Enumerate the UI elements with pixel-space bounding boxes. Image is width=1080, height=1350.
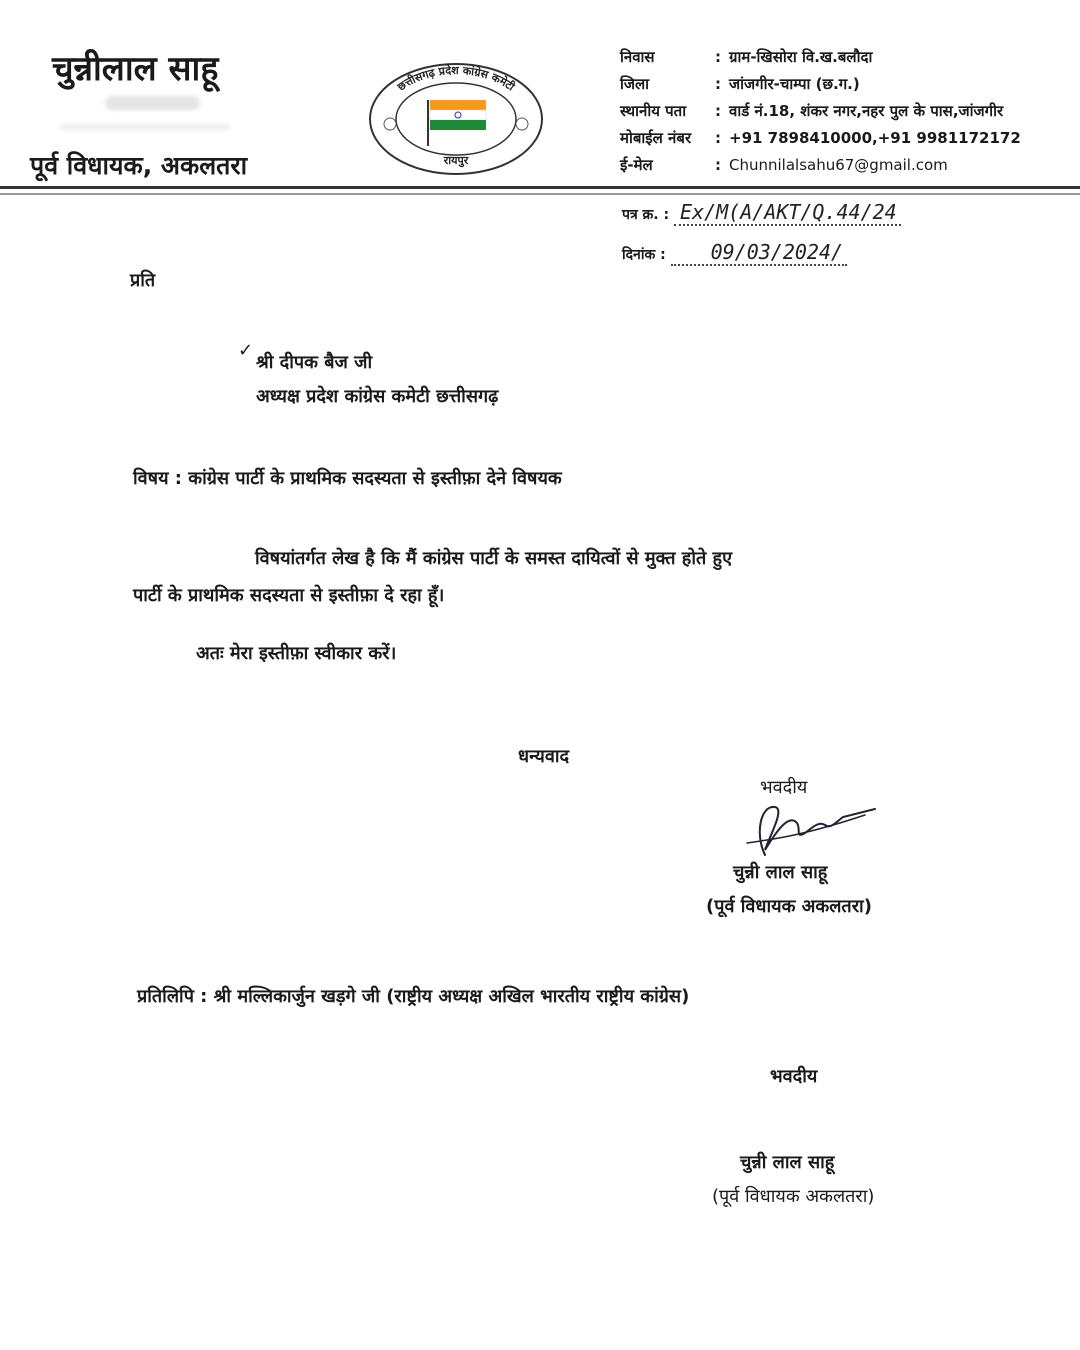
faded-mark [105,96,200,110]
contact-block [620,44,1070,179]
signer-name: चुन्नी लाल साहू [733,862,828,883]
thanks-text: धन्यवाद [518,746,570,767]
closing-text: भवदीय [760,777,808,798]
subject-line: विषय : कांग्रेस पार्टी के प्राथमिक सदस्यता से इस्तीफ़ा देने विषयक [133,468,562,489]
colon: : [715,48,721,66]
letter-number-label: पत्र क्र. [622,207,659,223]
recipient-title: अध्यक्ष प्रदेश कांग्रेस कमेटी छत्तीसगढ़ [256,386,499,407]
date-row: दिनांक : 09/03/2024/ [622,240,847,266]
header-divider [0,193,1080,195]
contact-value: +91 7898410000,+91 9981172172 [729,129,1021,147]
date-value: 09/03/2024/ [671,240,847,266]
svg-text:छत्तीसगढ़ प्रदेश कांग्रेस कमेट [394,63,518,94]
body-paragraph-line-2: पार्टी के प्राथमिक सदस्यता से इस्तीफ़ा दे रहा हूँ। [133,585,445,606]
contact-label: जिला [620,75,650,93]
colon: : [715,102,721,120]
contact-row-mobile [620,125,1070,152]
contact-row-district [620,71,1070,98]
signature-image [735,795,885,865]
checkmark-icon: ✓ [238,340,254,361]
colon: : [715,75,721,93]
contact-value: जांजगीर-चाम्पा (छ.ग.) [729,75,860,93]
sender-name: चुन्नीलाल साहू [52,49,219,89]
colon: : [715,156,721,174]
request-line: अतः मेरा इस्तीफ़ा स्वीकार करें। [196,643,397,664]
closing-text-2: भवदीय [770,1066,818,1087]
colon: : [715,129,721,147]
sender-title: पूर्व विधायक, अकलतरा [30,151,248,180]
contact-value: ग्राम-खिसोरा वि.ख.बलौदा [729,48,873,66]
contact-label: ई-मेल [620,156,653,174]
signer-title-2: (पूर्व विधायक अकलतरा) [712,1186,875,1207]
contact-value: वार्ड नं.18, शंकर नगर,नहर पुल के पास,जांजगीर [729,102,1004,120]
seal-city: रायपुर [443,154,469,167]
signer-title: (पूर्व विधायक अकलतरा) [706,896,872,917]
contact-row-address [620,98,1070,125]
date-label: दिनांक [622,247,656,263]
letter-number-row: पत्र क्र. : Ex/M(A/AKT/Q.44/24 [622,200,901,226]
header-divider [0,186,1080,189]
contact-label: मोबाईल नंबर [620,129,692,147]
contact-row-email [620,152,1070,179]
faded-mark [60,124,230,130]
contact-value: Chunnilalsahu67@gmail.com [729,156,948,174]
letter-number-value: Ex/M(A/AKT/Q.44/24 [674,200,901,226]
congress-seal-logo [366,60,546,178]
signer-name-2: चुन्नी लाल साहू [740,1152,835,1173]
contact-label: स्थानीय पता [620,102,687,120]
seal-ring-text: छत्तीसगढ़ प्रदेश कांग्रेस कमेटी [394,63,517,94]
cc-line: प्रतिलिपि : श्री मल्लिकार्जुन खड़गे जी (राष्ट्रीय अध्यक्ष अखिल भारतीय राष्ट्रीय कांग्रेस) [137,986,690,1007]
body-paragraph-line-1: विषयांतर्गत लेख है कि मैं कांग्रेस पार्टी के समस्त दायित्वों से मुक्त होते हुए [255,548,733,569]
contact-row-residence [620,44,1070,71]
recipient-name: श्री दीपक बैज जी [256,352,373,373]
contact-label: निवास [620,48,655,66]
to-label: प्रति [130,270,156,291]
